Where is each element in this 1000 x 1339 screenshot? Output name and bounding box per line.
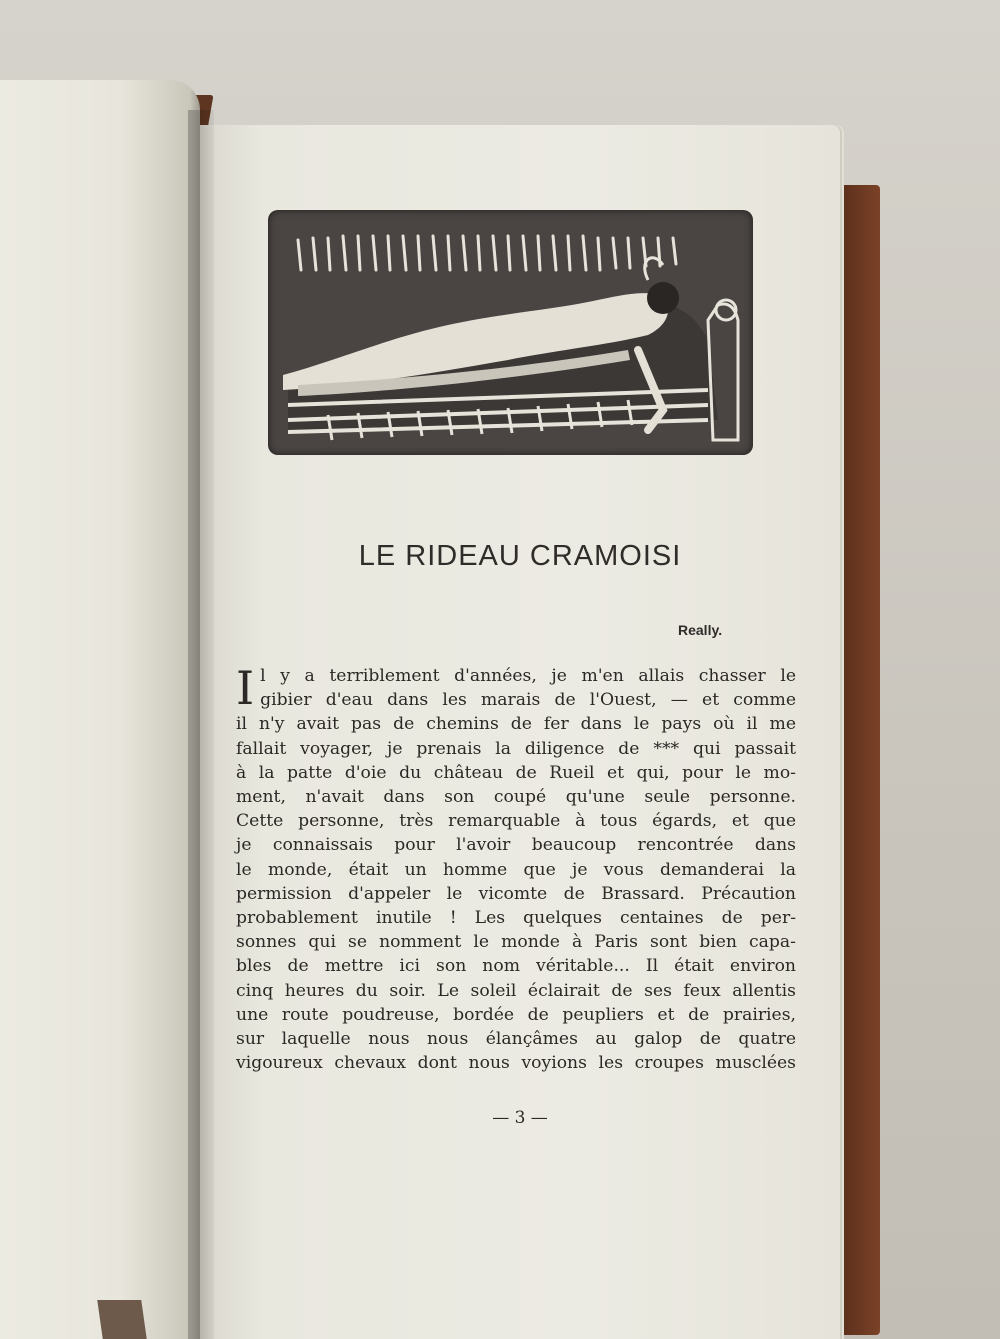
text-line: probablement inutile ! Les quelques centaines de per-: [236, 908, 796, 929]
text-line: fallait voyager, je prenais la diligence de *** qui passait: [236, 738, 796, 759]
chapter-title: LE RIDEAU CRAMOISI: [358, 540, 682, 572]
text-line: Cette personne, très remarquable à tous égards, et que: [236, 811, 796, 832]
text-line: le monde, était un homme que je vous demanderai la: [236, 859, 796, 880]
text-line: cinq heures du soir. Le soleil éclairait de ses feux allentis: [236, 980, 796, 1001]
page-number: — 3 —: [492, 1108, 548, 1128]
woodcut-illustration: [268, 210, 753, 455]
text-line: je connaissais pour l'avoir beaucoup rencontrée dans: [236, 835, 796, 856]
text-line: à la patte d'oie du château de Rueil et qui, pour le mo-: [236, 762, 796, 783]
body-text: [236, 661, 796, 1075]
left-page: [0, 80, 200, 1339]
text-line: une route poudreuse, bordée de peupliers et de prairies,: [236, 1004, 796, 1025]
drop-cap: I: [236, 661, 255, 715]
text-line: il n'y avait pas de chemins de fer dans le pays où il me: [236, 714, 796, 735]
epigraph: Really.: [678, 622, 723, 638]
book-gutter: [188, 110, 214, 1339]
text-line: gibier d'eau dans les marais de l'Ouest, — et comme: [260, 690, 796, 711]
text-line: l y a terriblement d'années, je m'en allais chasser le: [260, 666, 796, 686]
text-line: sonnes qui se nomment le monde à Paris sont bien capa-: [236, 932, 796, 953]
text-line: sur laquelle nous nous élançâmes au galop de quatre: [236, 1029, 796, 1050]
text-line: bles de mettre ici son nom véritable... Il était environ: [236, 956, 796, 977]
bookmark-ribbon: [97, 1300, 146, 1339]
text-line: vigoureux chevaux dont nous voyions les croupes musclées: [236, 1053, 796, 1074]
text-line: ment, n'avait dans son coupé qu'une seule personne.: [236, 787, 796, 808]
text-line: permission d'appeler le vicomte de Brassard. Précaution: [236, 883, 796, 904]
